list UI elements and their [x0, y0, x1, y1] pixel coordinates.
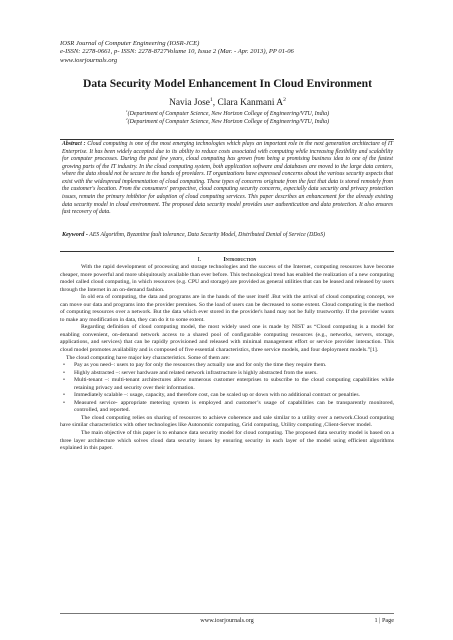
journal-issn: e-ISSN: 2278-0661, p- ISSN: 2278-8727Volume 10, Issue 2 (Mar. - Apr. 2013), PP 01-06 — [60, 48, 294, 56]
abstract — [62, 141, 393, 217]
keywords-label: Keyword - — [62, 231, 88, 238]
bullet-icon: • — [63, 392, 65, 399]
list-item — [60, 362, 394, 370]
characteristics-list — [60, 362, 394, 415]
bullet-icon: • — [63, 377, 65, 384]
affiliation-line — [60, 110, 395, 118]
list-item-text: Pay as you need–: users to pay for only the resources they actually use and for only the time they require them. — [74, 362, 327, 369]
author-separator: , — [212, 98, 218, 108]
abstract-text: Cloud computing is one of the most emerging technologies which plays an important role in the next generation architecture of IT Enterprise. It has been widely accepted due to its ability to reduce costs associated with computing while increasing flexibility and scalability for computer processes. During the past few years, cloud computing has grown from being a promising business idea to one of the fastest growing parts of the IT industry. In the cloud computing system, both application software and databases are moved to the large data centers, where the data should not be secure in the hands of providers. IT organizations have expressed concerns about the various security aspects that exist with the widespread implementation of cloud computing. These types of concerns originate from the fact that data is stored remotely from the customer's location. From the consumers' perspective, cloud computing security concerns, especially data security and privacy protection issues, remain the primary inhibitor for adoption of cloud computing services. This paper describes an enhancement for the already existing data security model in cloud environment. The proposed data security model provides user authentication and data protection. It also ensures fast recovery of data. — [62, 141, 393, 216]
footer-url: www.iosrjournals.org — [200, 617, 254, 624]
affiliations — [60, 110, 395, 126]
abstract-label: Abstract : — [62, 141, 86, 147]
footer-divider — [60, 613, 394, 614]
list-item — [60, 400, 394, 415]
page-footer — [60, 616, 394, 625]
list-item-text: Immediately scalable –: usage, capacity, and therefore cost, can be scaled up or down with no additional contract or penalties. — [74, 392, 360, 399]
paragraph: In old era of computing, the data and programs are in the hands of the user itself .But with the arrival of cloud computing concept, we can move our data and programs into the provider premises. So the load of users can be decreased to some extent. Cloud computing is the method of computing resources over a network. But the data which ever stored in the provider's hand may not be fully trustworthy. If the provider wants to make any modification in data, they can do it to some extent. — [60, 294, 394, 323]
section-heading — [60, 256, 394, 264]
keywords-text: AES Algorithm, Byzantine fault tolerance, Data Security Model, Distributed Denial of Service (DDoS) — [87, 232, 326, 238]
list-item — [60, 392, 394, 400]
paper-title: Data Security Model Enhancement In Cloud Environment — [82, 77, 372, 90]
page-number: 1 | Page — [374, 617, 394, 624]
body-text — [60, 264, 394, 453]
author-name: Clara Kanmani A — [217, 98, 284, 108]
paragraph: The cloud computing relies on sharing of resources to achieve coherence and sale similar to a utility over a network.Cloud computing have similar characteristics with other technologies like Autonomic computing, Grid computing, Utility computing ,Client-Server model. — [60, 414, 394, 429]
paragraph: The main objective of this paper is to enhance data security model for cloud computing. The proposed data security model is based on a three layer architecture which solves cloud data security issues by ensuring security in each layer of the model using efficient algorithms explained in this paper. — [60, 430, 394, 452]
list-item-text: Multi-tenant –: multi-tenant architectures allow numerous customer enterprises to subscribe to the cloud computing capabilities while retaining privacy and security over their information. — [74, 377, 394, 391]
author-superscript: 2 — [283, 96, 286, 103]
affiliation-line — [60, 118, 395, 126]
paragraph: The cloud computing have major key characteristics. Some of them are: — [66, 354, 230, 361]
affiliation-superscript: 2 — [125, 117, 128, 122]
journal-header — [60, 40, 400, 65]
author-superscript: 1 — [209, 96, 213, 103]
section-name: Introduction — [223, 256, 257, 263]
list-item — [60, 370, 394, 378]
list-item-text: Highly abstracted –: server hardware and related network infrastructure is highly abstracted from the users. — [74, 369, 318, 376]
affiliation-superscript: 1 — [125, 109, 128, 114]
journal-name: IOSR Journal of Computer Engineering (IOSR-JCE) — [60, 40, 200, 47]
bullet-icon: • — [63, 369, 65, 376]
bullet-icon: • — [63, 399, 65, 406]
list-item — [60, 377, 394, 392]
author-name: Navia Jose — [169, 98, 210, 108]
affiliation-text: (Department of Computer Science, New Horizon College of Engineering/VTU, India) — [127, 119, 330, 126]
paragraph: With the rapid development of processing and storage technologies and the success of the Internet, computing resources have become cheaper, more powerful and more ubiquitously available than ever before. This technological trend has enabled the realization of a new computing model called cloud computing, in which resources (e.g. CPU and storage) are provided as general utilities that can be leased and released by users through the Internet in an on-demand fashion. — [60, 264, 394, 293]
author-list — [60, 97, 395, 109]
paragraph: Regarding definition of cloud computing model, the most widely used one is made by NIST as “Cloud computing is a model for enabling convenient, on-demand network access to a shared pool of configurable computing resources (e.g., networks, servers, storage, applications, and services) that can be rapidly provisioned and released with minimal management effort or service provider interaction. This cloud model promotes availability and is composed of five essential characteristics, three service models, and four deployment models.”[1]. — [60, 324, 394, 354]
bullet-icon: • — [63, 362, 65, 369]
affiliation-text: (Department of Computer Science, New Horizon College of Engineering/VTU, India) — [127, 111, 330, 117]
list-item-text: Measured service- appropriate metering system is employed and customer’s usage of capabilities can be transparently monitored, controlled, and reported. — [74, 399, 394, 414]
keywords — [62, 231, 393, 239]
journal-url: www.iosrjournals.org — [60, 56, 118, 64]
section-number: I. — [197, 256, 202, 263]
